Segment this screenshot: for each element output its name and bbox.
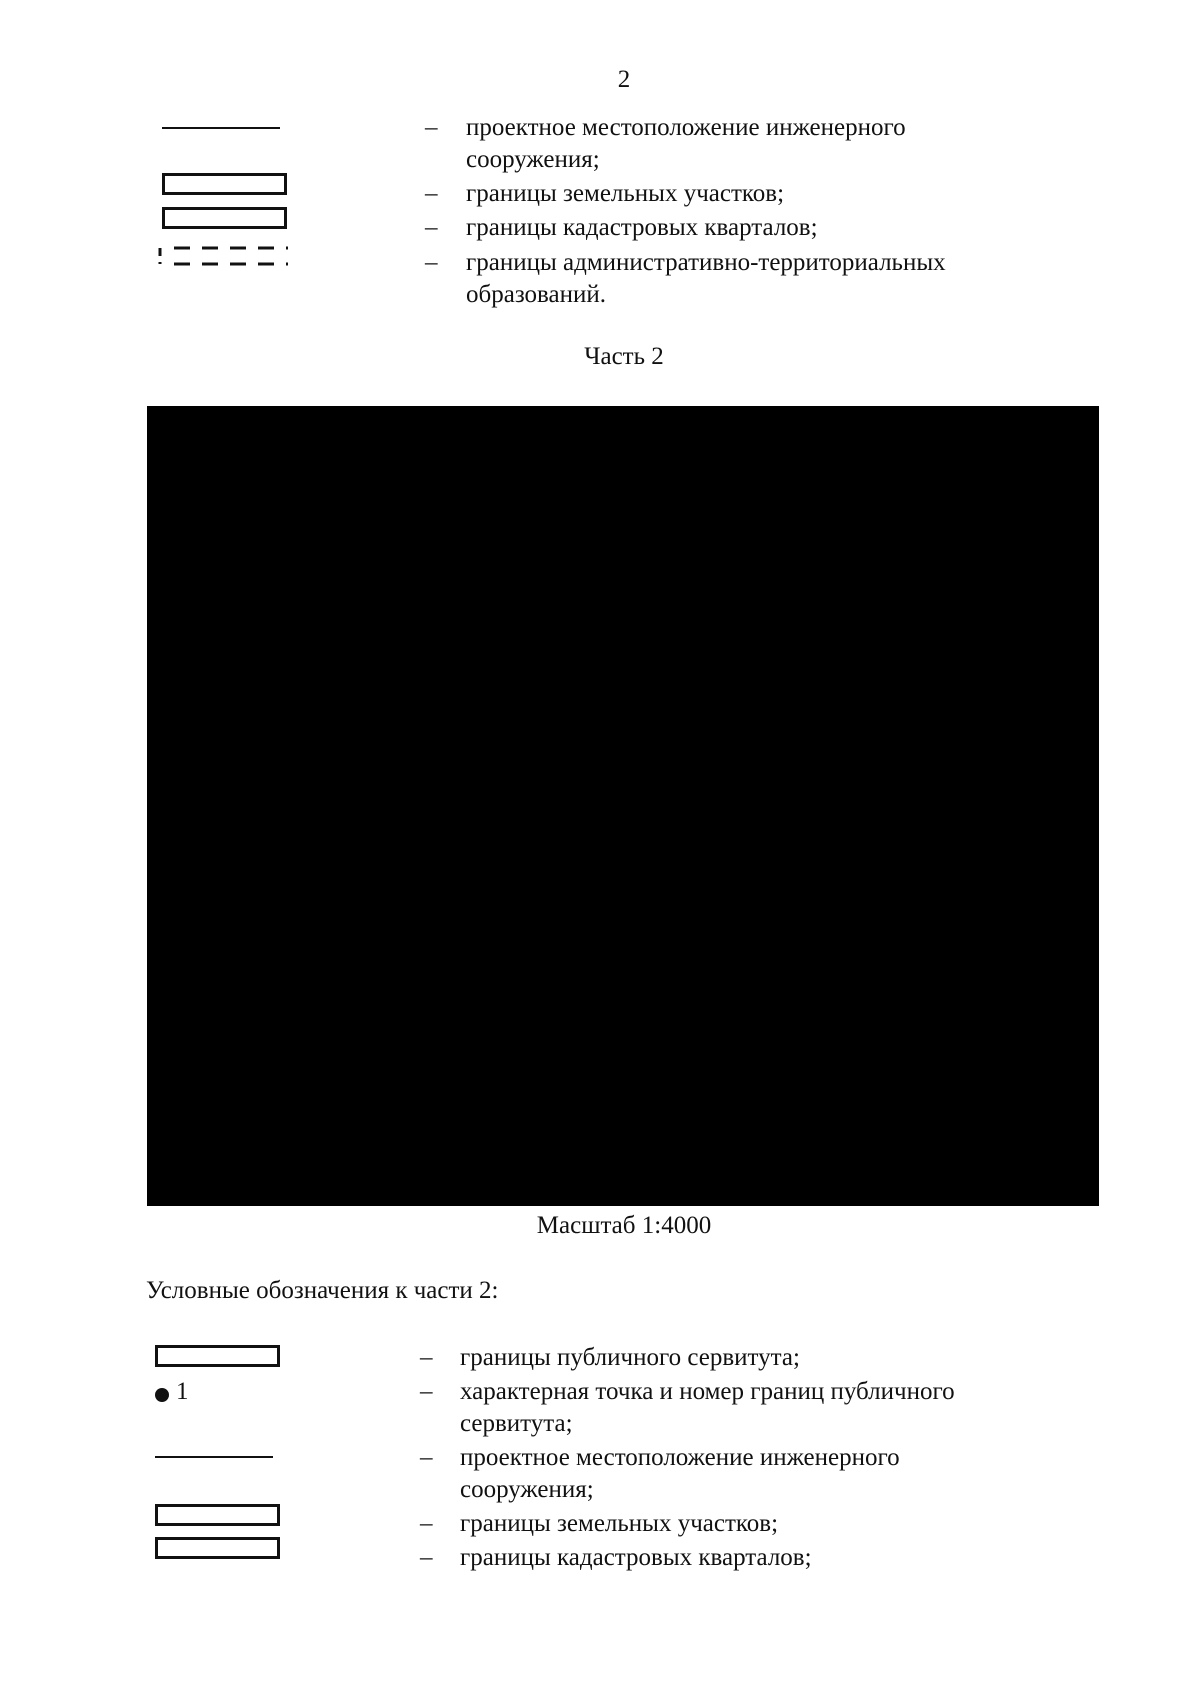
legend-solid-line-symbol [155, 1456, 273, 1458]
legend-text-line: проектное местоположение инженерного [460, 1444, 900, 1471]
legend-item-text [460, 1442, 900, 1506]
legend-dash: – [425, 114, 438, 141]
legend-text-line: характерная точка и номер границ публичного [460, 1378, 955, 1405]
legend-item-text [460, 1342, 800, 1374]
legend-item-text [466, 247, 946, 311]
legend-rect-symbol [155, 1345, 280, 1367]
legend-item-text [460, 1542, 812, 1574]
legend-dash: – [420, 1444, 433, 1471]
legend-item-text [466, 112, 906, 176]
legend-heading: Условные обозначения к части 2: [146, 1277, 499, 1304]
scale-label: Масштаб 1:4000 [536, 1212, 712, 1239]
legend-item-text [460, 1508, 778, 1540]
legend-dash: – [425, 180, 438, 207]
legend-text-line: границы кадастровых кварталов; [460, 1544, 812, 1571]
legend-dash: – [425, 214, 438, 241]
legend-text-line: образований. [466, 281, 607, 308]
legend-dash: – [420, 1544, 433, 1571]
part-title: Часть 2 [584, 343, 664, 370]
legend-dash: – [420, 1378, 433, 1405]
legend-dash: – [420, 1344, 433, 1371]
legend-text-line: границы публичного сервитута; [460, 1344, 800, 1371]
legend-item-text [466, 212, 818, 244]
legend-text-line: границы административно-территориальных [466, 249, 946, 276]
legend-text-line: проектное местоположение инженерного [466, 114, 906, 141]
legend-text-line: границы кадастровых кварталов; [466, 214, 818, 241]
legend-item-text [466, 178, 784, 210]
legend-dash: – [420, 1510, 433, 1537]
legend-rect-symbol [162, 207, 287, 229]
legend-text-line: границы земельных участков; [466, 180, 785, 207]
point-number: 1 [176, 1378, 189, 1405]
map-image [147, 406, 1099, 1206]
legend-solid-line-symbol [162, 127, 280, 129]
legend-item-text [460, 1376, 955, 1440]
legend-text-line: сооружения; [466, 146, 600, 173]
legend-rect-symbol [162, 173, 287, 195]
legend-dashed-rect-symbol [158, 244, 290, 268]
legend-text-line: сооружения; [460, 1476, 594, 1503]
legend-text-line: границы земельных участков; [460, 1510, 779, 1537]
legend-rect-symbol [155, 1504, 280, 1526]
legend-dash: – [425, 249, 438, 276]
legend-text-line: сервитута; [460, 1410, 573, 1437]
point-marker-icon [155, 1388, 169, 1402]
page-number: 2 [617, 66, 631, 93]
legend-rect-symbol [155, 1537, 280, 1559]
